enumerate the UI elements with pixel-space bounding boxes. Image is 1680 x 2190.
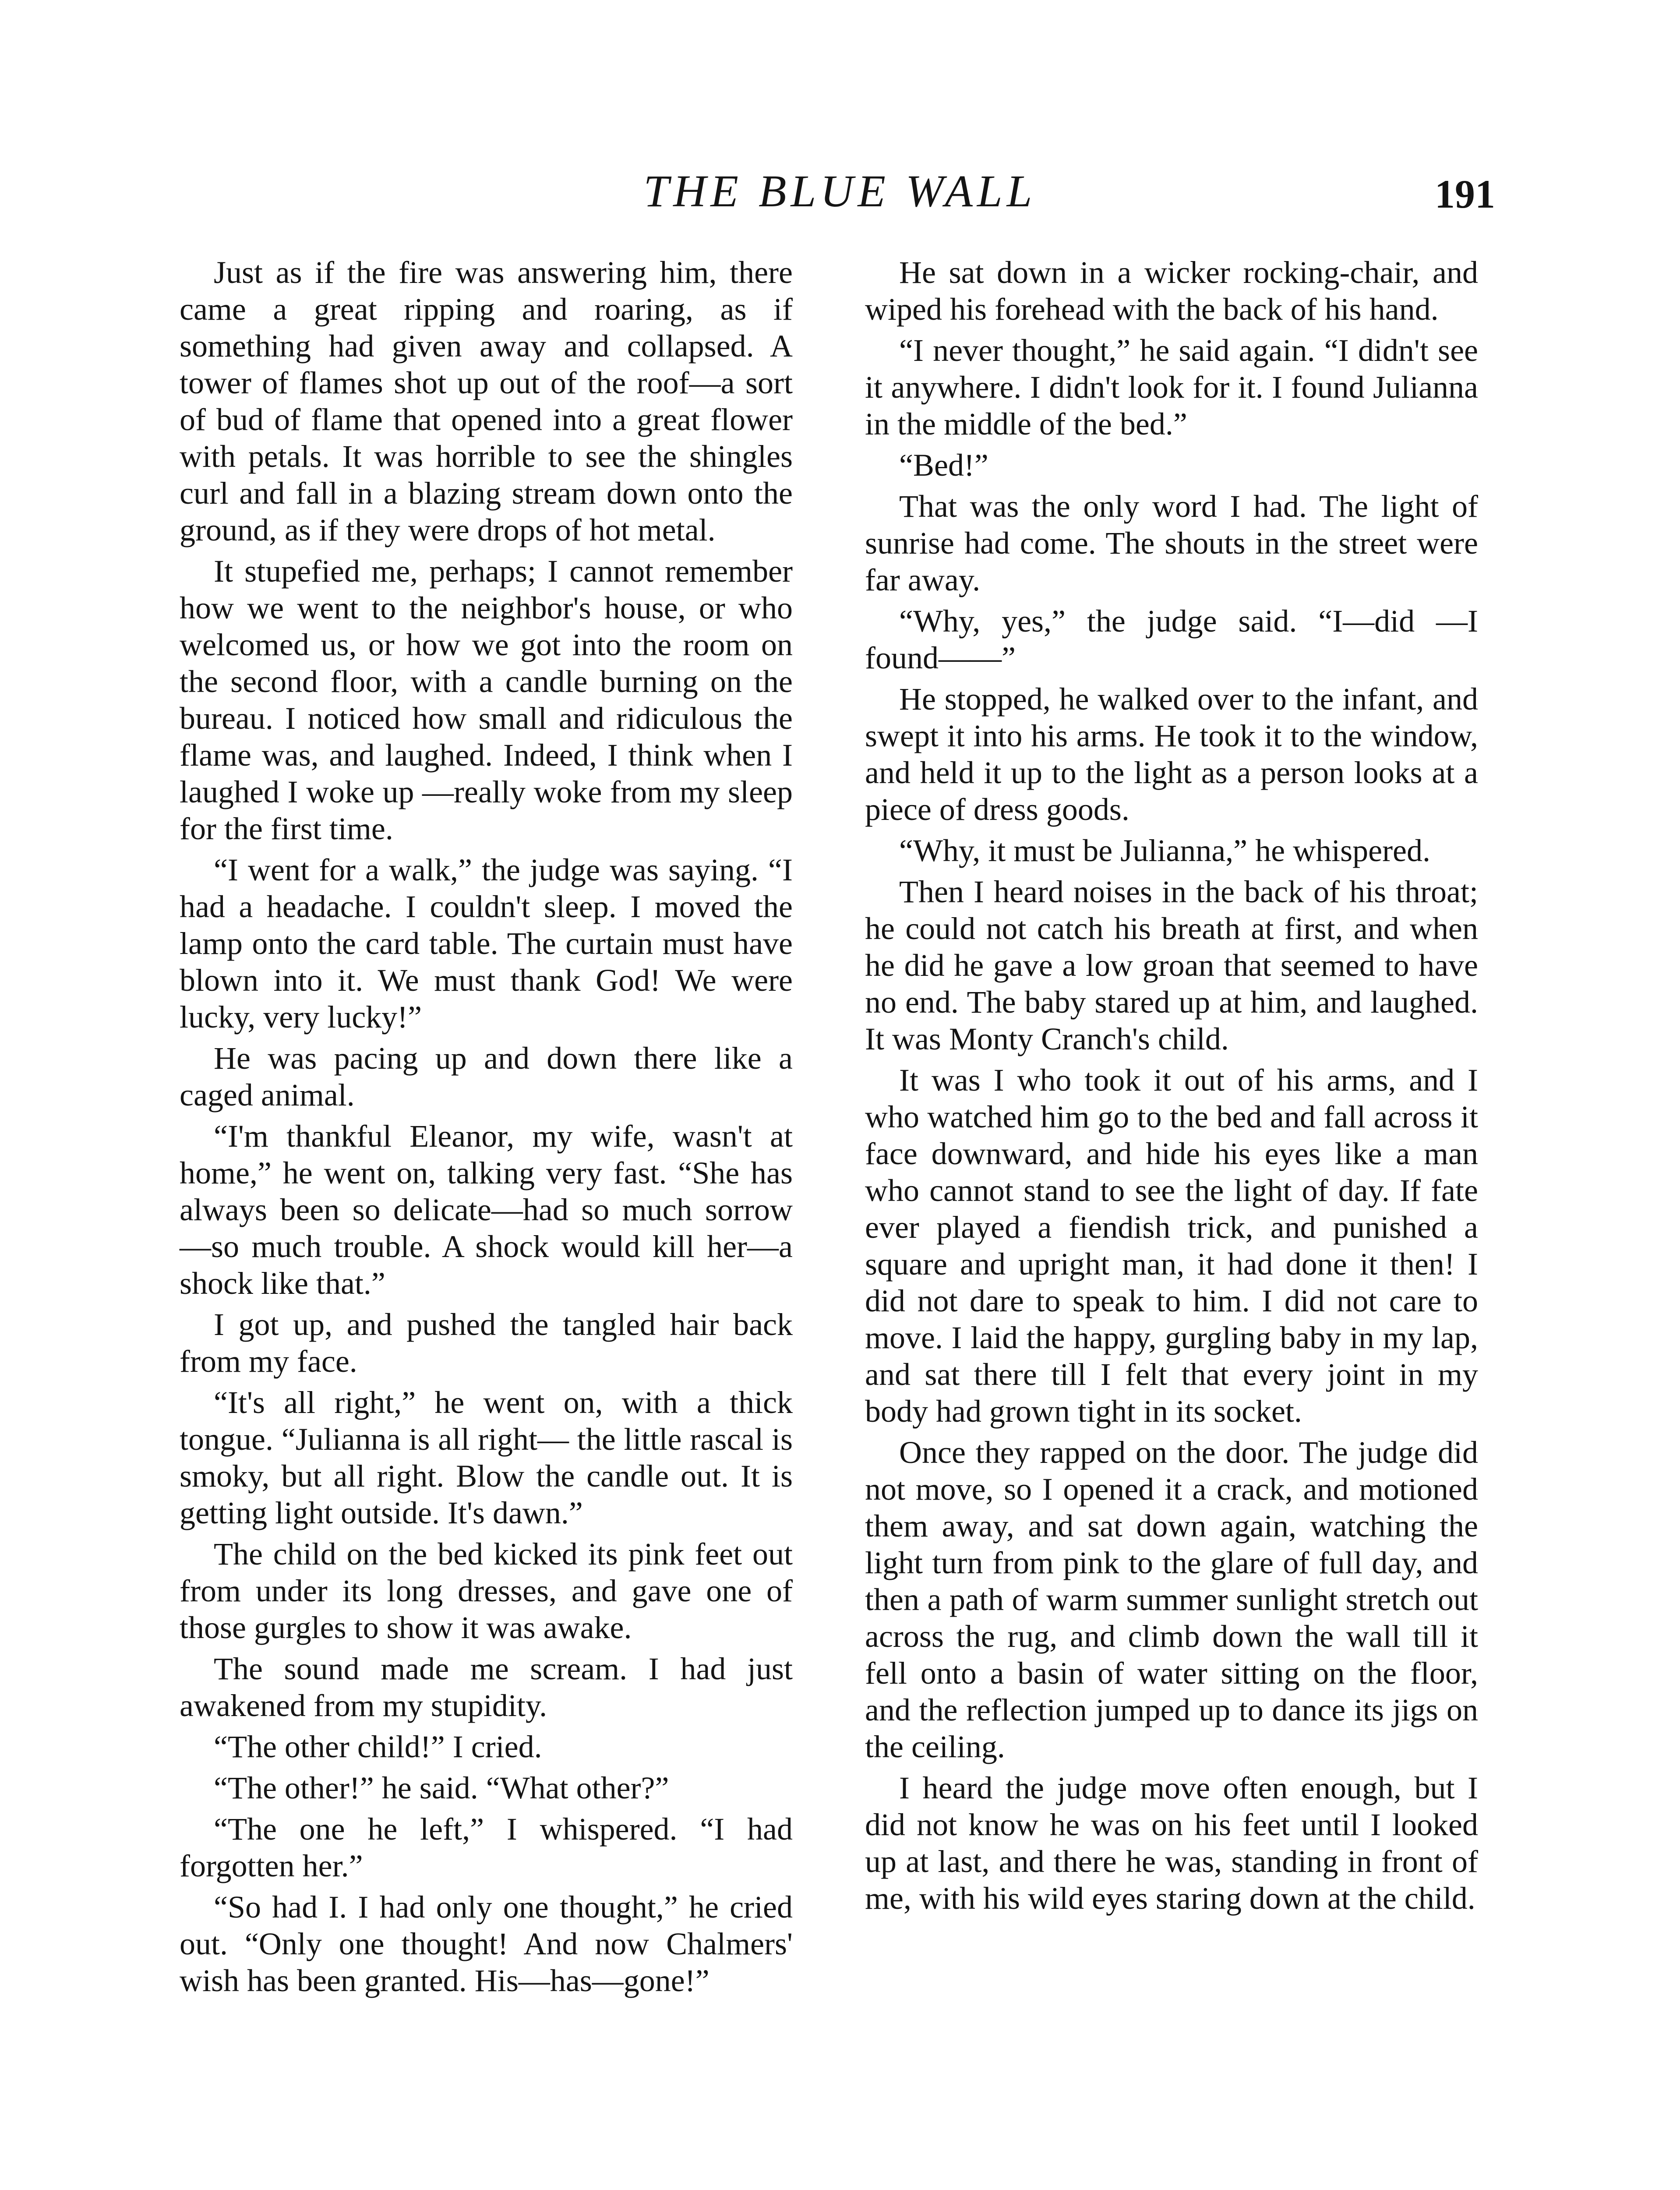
paragraph: “The one he left,” I whispered. “I had forgotten her.” [180, 1812, 793, 1883]
left-column [180, 254, 793, 2003]
paragraph: Once they rapped on the door. The judge did not move, so I opened it a crack, and motioned them away, and sat down again, watching the light turn from pink to the glare of full day, and then a path of warm summer sunlight stretch out across the rug, and climb down the wall till it fell onto a basin of water sitting on the floor, and the reflection jumped up to dance its jigs on the ceiling. [865, 1435, 1478, 1764]
paragraph: “So had I. I had only one thought,” he cried out. “Only one thought! And now Chalmers' wish has been granted. His—has—gone!” [180, 1890, 793, 1998]
paragraph: I got up, and pushed the tangled hair back from my face. [180, 1307, 793, 1379]
paragraph: The sound made me scream. I had just awakened from my stupidity. [180, 1651, 793, 1723]
paragraph: “Why, yes,” the judge said. “I—did —I found——” [865, 604, 1478, 675]
right-column [865, 254, 1478, 1921]
paragraph: He was pacing up and down there like a caged animal. [180, 1041, 793, 1113]
paragraph: “I went for a walk,” the judge was saying. “I had a headache. I couldn't sleep. I moved the lamp onto the card table. The curtain must have blown into it. We must thank God! We were lucky, very lucky!” [180, 852, 793, 1035]
running-title: THE BLUE WALL [643, 166, 1037, 216]
paragraph: “The other!” he said. “What other?” [214, 1770, 669, 1805]
paragraph: The child on the bed kicked its pink feet out from under its long dresses, and gave one of those gurgles to show it was awake. [180, 1537, 793, 1645]
paragraph: “The other child!” I cried. [214, 1729, 542, 1764]
paragraph: Then I heard noises in the back of his throat; he could not catch his breath at first, and when he did he gave a low groan that seemed to have no end. The baby stared up at him, and laughed. It was Monty Cranch's child. [865, 874, 1478, 1056]
paragraph: “It's all right,” he went on, with a thick tongue. “Julianna is all right— the little rascal is smoky, but all right. Blow the candle out. It is getting light outside. It's dawn.” [180, 1385, 793, 1530]
page-header [0, 163, 1680, 229]
paragraph: Just as if the fire was answering him, there came a great ripping and roaring, as if something had given away and collapsed. A tower of flames shot up out of the roof—a sort of bud of flame that opened into a great flower with petals. It was horrible to see the shingles curl and fall in a blazing stream down onto the ground, as if they were drops of hot metal. [180, 255, 793, 548]
paragraph: “Bed!” [899, 448, 988, 483]
paragraph: “Why, it must be Julianna,” he whispered. [899, 833, 1430, 868]
paragraph: “I'm thankful Eleanor, my wife, wasn't at home,” he went on, talking very fast. “She has always been so delicate—had so much sorrow—so much trouble. A shock would kill her—a shock like that.” [180, 1119, 793, 1301]
paragraph: It was I who took it out of his arms, and I who watched him go to the bed and fall across it face downward, and hide his eyes like a man who cannot stand to see the light of day. If fate ever played a fiendish trick, and punished a square and upright man, it had done it then! I did not dare to speak to him. I did not care to move. I laid the happy, gurgling baby in my lap, and sat there till I felt that every joint in my body had grown tight in its socket. [865, 1063, 1478, 1429]
paragraph: He stopped, he walked over to the infant, and swept it into his arms. He took it to the window, and held it up to the light as a person looks at a piece of dress goods. [865, 682, 1478, 827]
page-number: 191 [1435, 172, 1495, 216]
paragraph: I heard the judge move often enough, but I did not know he was on his feet until I looked up at last, and there he was, standing in front of me, with his wild eyes staring down at the child. [865, 1770, 1478, 1916]
paragraph: That was the only word I had. The light of sunrise had come. The shouts in the street were far away. [865, 489, 1478, 597]
paragraph: It stupefied me, perhaps; I cannot remember how we went to the neighbor's house, or who welcomed us, or how we got into the room on the second floor, with a candle burning on the bureau. I noticed how small and ridiculous the flame was, and laughed. Indeed, I think when I laughed I woke up —really woke from my sleep for the first time. [180, 554, 793, 846]
paragraph: “I never thought,” he said again. “I didn't see it anywhere. I didn't look for it. I found Julianna in the middle of the bed.” [865, 333, 1478, 442]
paragraph: He sat down in a wicker rocking-chair, and wiped his forehead with the back of his hand. [865, 255, 1478, 327]
